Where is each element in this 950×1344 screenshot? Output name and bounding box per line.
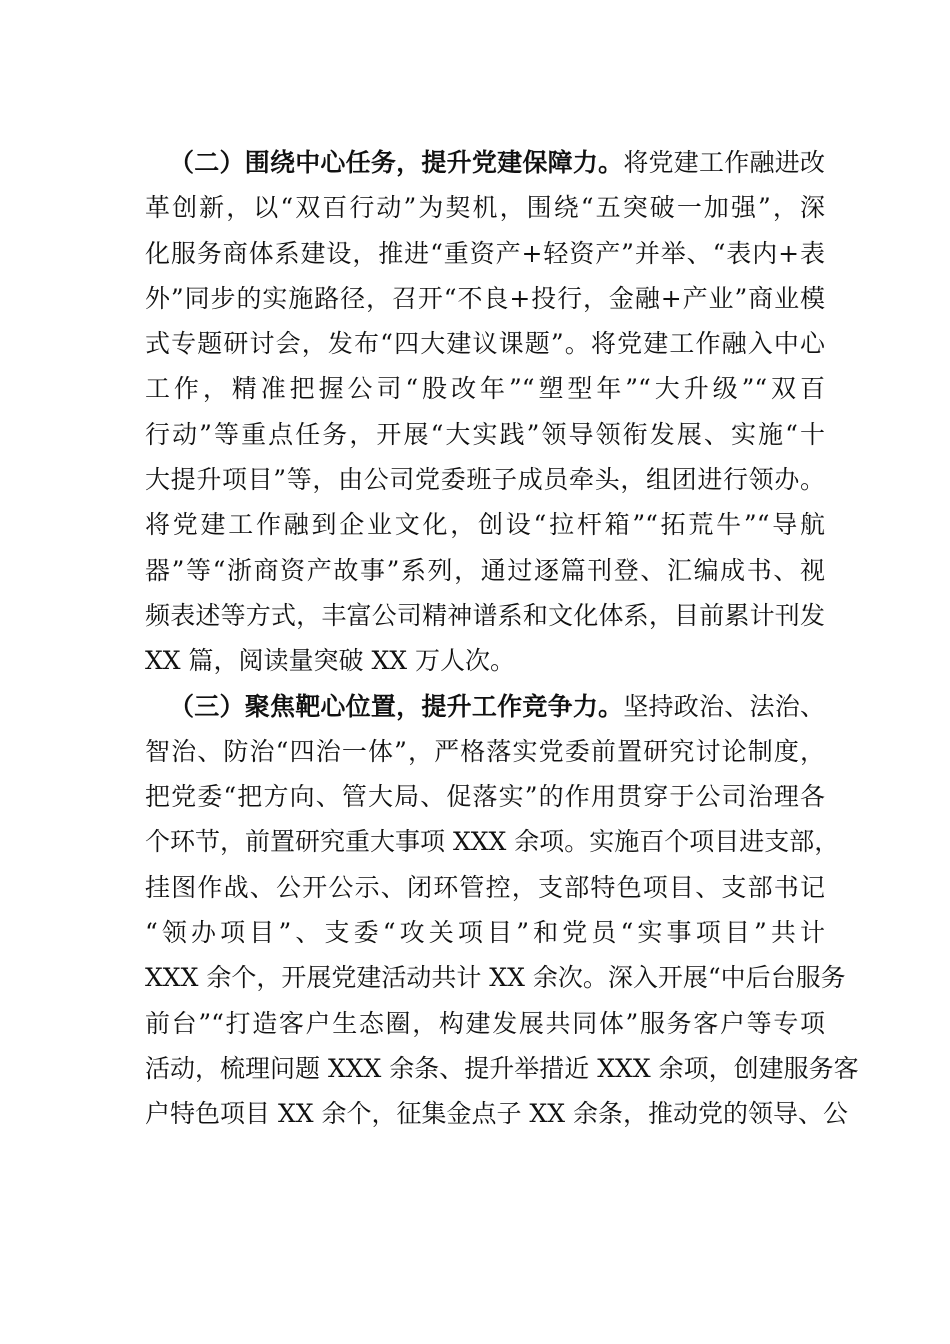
paragraph-text: 坚持政治、法治、 [623, 691, 825, 721]
paragraph-line: 挂图作战、公开公示、闭环管控，支部特色项目、支部书记 [145, 872, 825, 902]
paragraph-heading: （三）聚焦靶心位置，提升工作竞争力。 [169, 691, 624, 721]
paragraph-heading: （二）围绕中心任务，提升党建保障力。 [169, 148, 624, 177]
paragraph-line: 个环节，前置研究重大事项 XXX 余项。实施百个项目进支部， [145, 827, 840, 857]
paragraph-line: “领办项目”、支委“攻关项目”和党员“实事项目”共计 [145, 918, 825, 948]
paragraph-line [145, 140, 825, 185]
paragraph-line: 大提升项目”等，由公司党委班子成员牵头，组团进行领办。 [145, 465, 825, 495]
paragraph-line: 将党建工作融到企业文化，创设“拉杆箱”“拓荒牛”“导航 [145, 510, 825, 540]
paragraph-line: 行动”等重点任务，开展“大实践”领导领衔发展、实施“十 [145, 419, 825, 449]
paragraph-line: 化服务商体系建设，推进“重资产+轻资产”并举、“表内+表 [145, 238, 825, 268]
paragraph-line: 户特色项目 XX 余个，征集金点子 XX 余条，推动党的领导、公 [145, 1099, 848, 1129]
document-body [145, 140, 859, 1137]
paragraph-line: 智治、防治“四治一体”，严格落实党委前置研究讨论制度， [145, 736, 825, 766]
paragraph-line: 器”等“浙商资产故事”系列，通过逐篇刊登、汇编成书、视 [145, 555, 825, 585]
paragraph-line: XX 篇，阅读量突破 XX 万人次。 [145, 646, 516, 676]
paragraph-line: 外”同步的实施路径，召开“不良+投行，金融+产业”商业模 [145, 283, 825, 313]
paragraph-line [145, 684, 825, 729]
paragraph-line: XXX 余个，开展党建活动共计 XX 余次。深入开展“中后台服务 [145, 963, 846, 993]
paragraph-line: 频表述等方式，丰富公司精神谱系和文化体系，目前累计刊发 [145, 600, 825, 630]
paragraph-line: 把党委“把方向、管大局、促落实”的作用贯穿于公司治理各 [145, 782, 825, 812]
paragraph-line: 前台”“打造客户生态圈，构建发展共同体”服务客户等专项 [145, 1008, 825, 1038]
paragraph-line: 活动，梳理问题 XXX 余条、提升举措近 XXX 余项，创建服务客 [145, 1053, 859, 1083]
paragraph-line: 工作，精准把握公司“股改年”“塑型年”“大升级”“双百 [145, 374, 825, 404]
paragraph-3 [145, 684, 859, 1137]
paragraph-line: 革创新，以“双百行动”为契机，围绕“五突破一加强”，深 [145, 193, 825, 223]
paragraph-text: 将党建工作融进改 [623, 148, 825, 177]
paragraph-line: 式专题研讨会，发布“四大建议课题”。将党建工作融入中心 [145, 329, 825, 359]
paragraph-2 [145, 140, 825, 684]
